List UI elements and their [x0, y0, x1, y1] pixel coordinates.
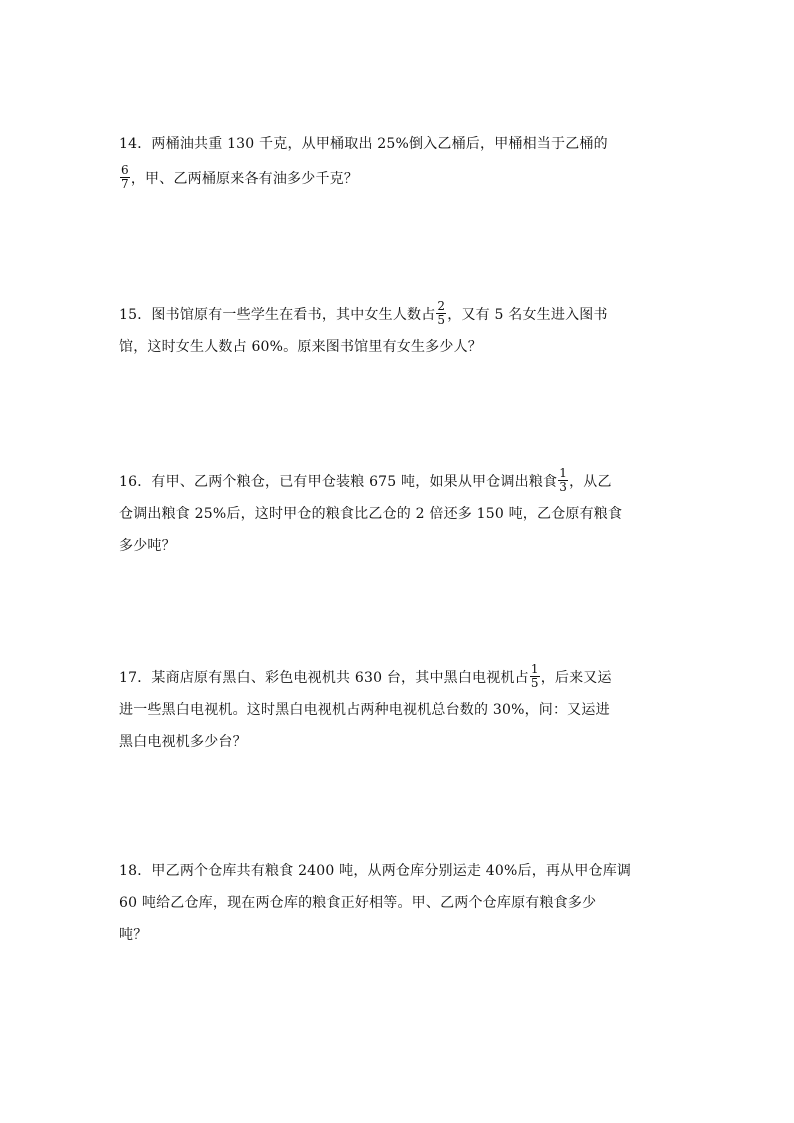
problem-text: 多少吨？ [119, 538, 176, 554]
problem-18-line-2 [119, 887, 699, 919]
problem-17-line-3 [119, 726, 699, 758]
problem-text: 某商店原有黑白、彩色电视机共 630 台，其中黑白电视机占 [151, 670, 529, 686]
fraction-numerator: 1 [530, 661, 539, 676]
fraction [436, 300, 446, 327]
problem-text: 进一些黑白电视机。这时黑白电视机占两种电视机总台数的 30%，问：又运进 [119, 702, 610, 718]
problem-17-line-1 [119, 662, 699, 694]
problem-18-line-1 [119, 855, 699, 887]
problem-18 [119, 855, 699, 951]
problem-16 [119, 466, 699, 562]
problem-number: 16． [119, 474, 152, 490]
problem-number: 15． [119, 307, 152, 323]
problem-18-line-3 [119, 919, 699, 951]
fraction-denominator: 3 [559, 479, 568, 494]
problem-number: 18． [119, 863, 152, 879]
problem-15-line-2 [119, 331, 699, 363]
problem-text: 甲乙两个仓库共有粮食 2400 吨，从两仓库分别运走 40%后，再从甲仓库调 [151, 863, 632, 879]
fraction-numerator: 6 [121, 162, 129, 177]
fraction-denominator: 5 [437, 312, 446, 327]
problem-text: 馆，这时女生人数占 60%。原来图书馆里有女生多少人？ [119, 339, 482, 355]
problem-text: ，又有 5 名女生进入图书 [447, 307, 608, 323]
fraction [558, 467, 568, 494]
problem-text: ，后来又运 [540, 670, 612, 686]
problem-14 [119, 128, 699, 198]
fraction-denominator: 5 [530, 675, 539, 690]
fraction-numerator: 1 [559, 465, 568, 480]
fraction [530, 663, 540, 690]
problem-15 [119, 299, 699, 363]
problem-text: 60 吨给乙仓库，现在两仓库的粮食正好相等。甲、乙两个仓库原有粮食多少 [119, 895, 597, 911]
problem-text: 吨？ [119, 927, 148, 943]
problem-14-line-1 [119, 128, 699, 160]
fraction-numerator: 2 [437, 298, 446, 313]
problem-15-line-1 [119, 299, 699, 331]
problem-16-line-1 [119, 466, 699, 498]
fraction-denominator: 7 [121, 176, 129, 191]
problem-text: 仓调出粮食 25%后，这时甲仓的粮食比乙仓的 2 倍还多 150 吨，乙仓原有粮食 [119, 506, 623, 522]
problem-text: 两桶油共重 130 千克，从甲桶取出 25%倒入乙桶后，甲桶相当于乙桶的 [151, 136, 608, 152]
problem-17 [119, 662, 699, 758]
problem-text: ，从乙 [569, 474, 612, 490]
problem-16-line-3 [119, 530, 699, 562]
problem-number: 17． [119, 670, 152, 686]
problem-16-line-2 [119, 498, 699, 530]
problem-text: 有甲、乙两个粮仓，已有甲仓装粮 675 吨，如果从甲仓调出粮食 [151, 474, 558, 490]
problem-number: 14． [119, 136, 152, 152]
problem-17-line-2 [119, 694, 699, 726]
problem-14-line-2 [119, 160, 699, 198]
fraction [120, 164, 130, 191]
problem-text: 黑白电视机多少台？ [119, 734, 247, 750]
problem-text: ，甲、乙两桶原来各有油多少千克？ [130, 171, 359, 187]
problem-text: 图书馆原有一些学生在看书，其中女生人数占 [151, 307, 436, 323]
